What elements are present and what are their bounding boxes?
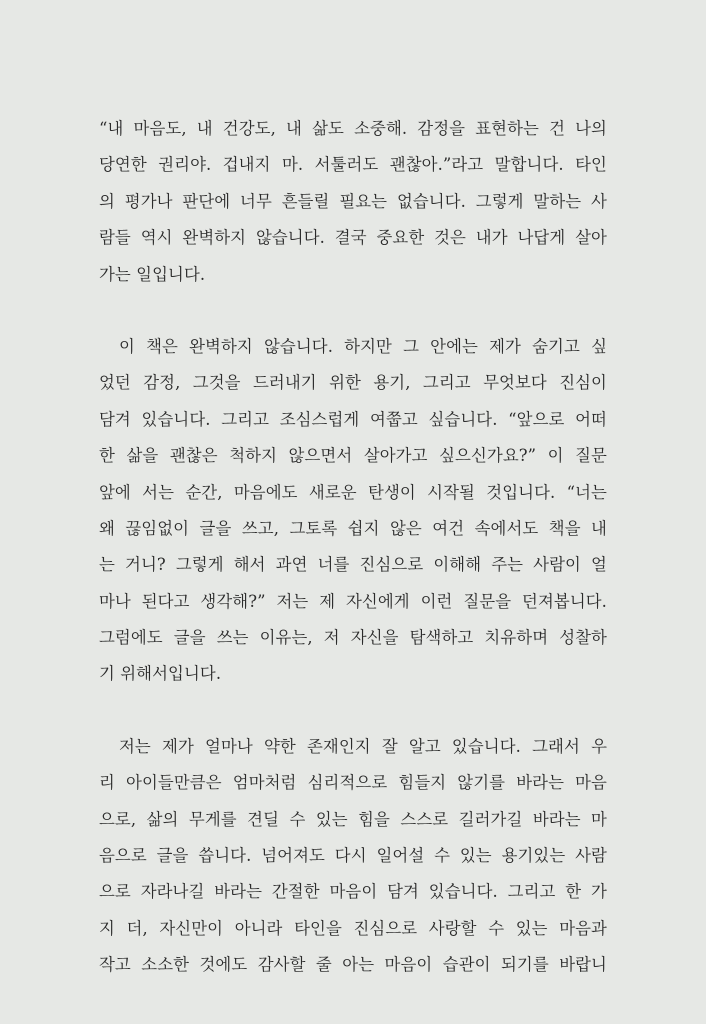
text-line: “내 마음도, 내 건강도, 내 삶도 소중해. 감정을 표현하는 건 나의 — [99, 119, 607, 138]
text-line: 었던 감정, 그것을 드러내기 위한 용기, 그리고 무엇보다 진심이 — [99, 373, 607, 393]
text-line: 는 거니? 그렇게 해서 과연 너를 진심으로 이해해 주는 사람이 얼 — [99, 555, 607, 575]
text-line: 으로 자라나길 바라는 간절한 마음이 담겨 있습니다. 그리고 한 가 — [99, 882, 607, 902]
text-line: 그럼에도 글을 쓰는 이유는, 저 자신을 탐색하고 치유하며 성찰하 — [99, 628, 607, 648]
paragraph-1 — [99, 111, 607, 293]
text-line: 지 더, 자신만이 아니라 타인을 진심으로 사랑할 수 있는 마음과 — [99, 918, 607, 938]
text-line: 으로, 삶의 무게를 견딜 수 있는 힘을 스스로 길러가길 바라는 마 — [99, 809, 607, 829]
text-line: 의 평가나 판단에 너무 흔들릴 필요는 없습니다. 그렇게 말하는 사 — [99, 191, 607, 211]
paragraph-2 — [99, 329, 607, 693]
text-line: 리 아이들만큼은 엄마처럼 심리적으로 힘들지 않기를 바라는 마음 — [99, 773, 607, 793]
text-line: 한 삶을 괜찮은 척하지 않으면서 살아가고 싶으신가요?” 이 질문 — [99, 446, 607, 466]
paragraph-3 — [99, 729, 607, 984]
text-line: 마나 된다고 생각해?” 저는 제 자신에게 이런 질문을 던져봅니다. — [99, 591, 607, 611]
text-line: 왜 끊임없이 글을 쓰고, 그토록 쉽지 않은 여건 속에서도 책을 내 — [99, 518, 607, 538]
text-line: 람들 역시 완벽하지 않습니다. 결국 중요한 것은 내가 나답게 살아 — [99, 228, 607, 248]
paragraph-spacer — [99, 293, 607, 329]
text-line: 가는 일입니다. — [99, 264, 206, 284]
text-line: 저는 제가 얼마나 약한 존재인지 잘 알고 있습니다. 그래서 우 — [119, 736, 607, 756]
text-line: 음으로 글을 씁니다. 넘어져도 다시 일어설 수 있는 용기있는 사람 — [99, 846, 607, 866]
text-line: 이 책은 완벽하지 않습니다. 하지만 그 안에는 제가 숨기고 싶 — [119, 336, 607, 356]
text-line: 당연한 권리야. 겁내지 마. 서툴러도 괜찮아.”라고 말합니다. 타인 — [99, 155, 607, 175]
text-line: 담겨 있습니다. 그리고 조심스럽게 여쭙고 싶습니다. “앞으로 어떠 — [99, 409, 607, 429]
text-line: 기 위해서입니다. — [99, 664, 222, 684]
text-line: 앞에 서는 순간, 마음에도 새로운 탄생이 시작될 것입니다. “너는 — [99, 482, 607, 502]
paragraph-spacer — [99, 693, 607, 729]
text-line: 작고 소소한 것에도 감사할 줄 아는 마음이 습관이 되기를 바랍니 — [99, 955, 607, 975]
